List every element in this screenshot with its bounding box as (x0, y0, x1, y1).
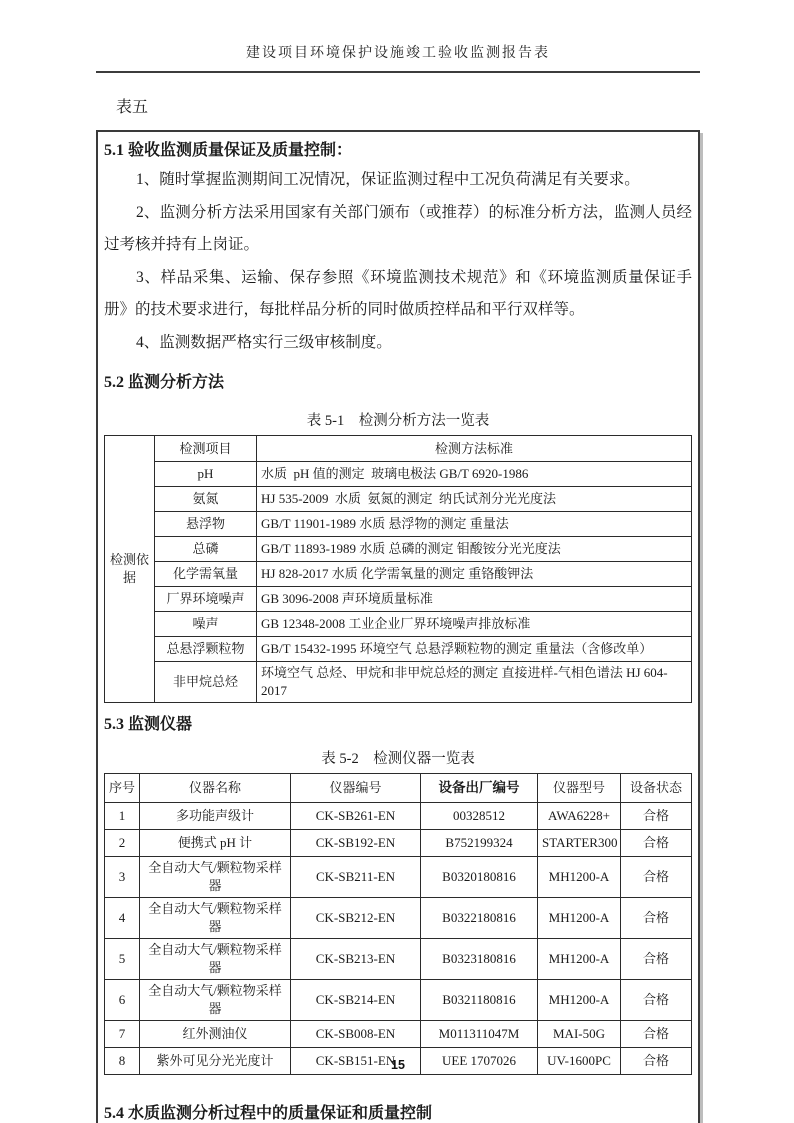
table-cell: GB 12348-2008 工业企业厂界环境噪声排放标准 (257, 612, 692, 637)
table-cell: 6 (105, 980, 140, 1021)
column-header-instrument-name: 仪器名称 (140, 774, 291, 803)
table-row (105, 857, 692, 898)
table-cell: CK-SB261-EN (291, 803, 421, 830)
table-cell: 合格 (621, 803, 692, 830)
table-row (105, 939, 692, 980)
content-area (96, 0, 700, 1123)
table-cell: CK-SB192-EN (291, 830, 421, 857)
content-box (96, 130, 700, 1123)
table-cell: 紫外可见分光光度计 (140, 1048, 291, 1075)
table-cell: 总悬浮颗粒物 (155, 637, 257, 662)
table-header-row (105, 774, 692, 803)
table-row (105, 980, 692, 1021)
table-cell: 合格 (621, 830, 692, 857)
table-row (105, 462, 692, 487)
column-header-item: 检测项目 (155, 436, 257, 462)
column-header-model: 仪器型号 (538, 774, 621, 803)
section-5-1-heading: 5.1 验收监测质量保证及质量控制： (104, 142, 353, 159)
table-cell: MH1200-A (538, 939, 621, 980)
table-cell: GB/T 15432-1995 环境空气 总悬浮颗粒物的测定 重量法（含修改单） (257, 637, 692, 662)
table-cell: CK-SB214-EN (291, 980, 421, 1021)
table-cell: pH (155, 462, 257, 487)
table-row (105, 512, 692, 537)
paragraph-sampling: 3、样品采集、运输、保存参照《环境监测技术规范》和《环境监测质量保证手册》的技术要求进行，每批样品分析的同时做质控样品和平行双样等。 (104, 268, 692, 318)
table-row (105, 537, 692, 562)
table-row (105, 662, 692, 703)
section-5-2-heading: 5.2 监测分析方法 (104, 374, 225, 391)
table-cell: CK-SB213-EN (291, 939, 421, 980)
table-cell: CK-SB008-EN (291, 1021, 421, 1048)
table-row (105, 803, 692, 830)
table-cell: B0321180816 (421, 980, 538, 1021)
row-header-cell: 检测依据 (105, 436, 155, 703)
table-cell: 2 (105, 830, 140, 857)
table-cell: 噪声 (155, 612, 257, 637)
table-cell: 3 (105, 857, 140, 898)
table-cell: 厂界环境噪声 (155, 587, 257, 612)
table-cell: 悬浮物 (155, 512, 257, 537)
table-cell: B0320180816 (421, 857, 538, 898)
table-cell: B0323180816 (421, 939, 538, 980)
table-cell: UV-1600PC (538, 1048, 621, 1075)
table-cell: HJ 828-2017 水质 化学需氧量的测定 重铬酸钾法 (257, 562, 692, 587)
table-cell: 合格 (621, 857, 692, 898)
table-cell: B752199324 (421, 830, 538, 857)
table-cell: 全自动大气/颗粒物采样器 (140, 857, 291, 898)
table-row (105, 637, 692, 662)
table-row (105, 487, 692, 512)
table-cell: 化学需氧量 (155, 562, 257, 587)
paragraph-methods: 2、监测分析方法采用国家有关部门颁布（或推荐）的标准分析方法，监测人员经过考核并持有上岗证。 (104, 203, 692, 253)
table-cell: 合格 (621, 939, 692, 980)
table-cell: 1 (105, 803, 140, 830)
section-5-4-heading: 5.4 水质监测分析过程中的质量保证和质量控制 (104, 1105, 433, 1122)
table-row (105, 1021, 692, 1048)
table-row (105, 898, 692, 939)
table-cell: 氨氮 (155, 487, 257, 512)
table-cell: GB/T 11893-1989 水质 总磷的测定 钼酸铵分光光度法 (257, 537, 692, 562)
table-cell: GB 3096-2008 声环境质量标准 (257, 587, 692, 612)
table-cell: CK-SB212-EN (291, 898, 421, 939)
table-cell: HJ 535-2009 水质 氨氮的测定 纳氏试剂分光光度法 (257, 487, 692, 512)
table-cell: MAI-50G (538, 1021, 621, 1048)
table-cell: 8 (105, 1048, 140, 1075)
table-cell: AWA6228+ (538, 803, 621, 830)
table-cell: GB/T 11901-1989 水质 悬浮物的测定 重量法 (257, 512, 692, 537)
section-5-3-heading: 5.3 监测仪器 (104, 716, 193, 733)
table-5-2-caption: 表 5-2 检测仪器一览表 (321, 751, 475, 767)
table-cell: MH1200-A (538, 857, 621, 898)
page-number: 15 (391, 1058, 405, 1072)
table-5-1-caption: 表 5-1 检测分析方法一览表 (306, 413, 490, 429)
table-cell: M011311047M (421, 1021, 538, 1048)
table-cell: 7 (105, 1021, 140, 1048)
table-row (105, 562, 692, 587)
table-cell: 水质 pH 值的测定 玻璃电极法 GB/T 6920-1986 (257, 462, 692, 487)
table-cell: STARTER300 (538, 830, 621, 857)
column-header-instrument-no: 仪器编号 (291, 774, 421, 803)
table-cell: 00328512 (421, 803, 538, 830)
table-cell: MH1200-A (538, 980, 621, 1021)
table-cell: 全自动大气/颗粒物采样器 (140, 898, 291, 939)
table-cell: 4 (105, 898, 140, 939)
column-header-index: 序号 (105, 774, 140, 803)
table-cell: 总磷 (155, 537, 257, 562)
table-row (105, 612, 692, 637)
table-cell: 合格 (621, 1048, 692, 1075)
table-cell: 5 (105, 939, 140, 980)
table-cell: 合格 (621, 898, 692, 939)
paragraph-workload: 1、随时掌握监测期间工况情况，保证监测过程中工况负荷满足有关要求。 (136, 171, 640, 188)
table-cell: CK-SB211-EN (291, 857, 421, 898)
table-cell: 红外测油仪 (140, 1021, 291, 1048)
column-header-factory-no: 设备出厂编号 (421, 774, 538, 803)
table-row (105, 830, 692, 857)
table-cell: 全自动大气/颗粒物采样器 (140, 939, 291, 980)
table-cell: 环境空气 总烃、甲烷和非甲烷总烃的测定 直接进样-气相色谱法 HJ 604-2017 (257, 662, 692, 703)
column-header-standard: 检测方法标准 (257, 436, 692, 462)
table-cell: 合格 (621, 980, 692, 1021)
header-divider (96, 71, 700, 73)
table-row (105, 587, 692, 612)
table-cell: UEE 1707026 (421, 1048, 538, 1075)
table-cell: B0322180816 (421, 898, 538, 939)
table-cell: 全自动大气/颗粒物采样器 (140, 980, 291, 1021)
table-cell: 合格 (621, 1021, 692, 1048)
analysis-method-table (104, 435, 692, 703)
paragraph-review: 4、监测数据严格实行三级审核制度。 (136, 333, 392, 351)
table-cell: CK-SB151-EN (291, 1048, 421, 1075)
table-cell: MH1200-A (538, 898, 621, 939)
instrument-table (104, 773, 692, 1075)
table-cell: 多功能声级计 (140, 803, 291, 830)
doc-header-title: 建设项目环境保护设施竣工验收监测报告表 (246, 46, 550, 61)
table-five-label: 表五 (116, 99, 149, 116)
table-cell: 非甲烷总烃 (155, 662, 257, 703)
table-cell: 便携式 pH 计 (140, 830, 291, 857)
table-header-row (105, 436, 692, 462)
column-header-status: 设备状态 (621, 774, 692, 803)
